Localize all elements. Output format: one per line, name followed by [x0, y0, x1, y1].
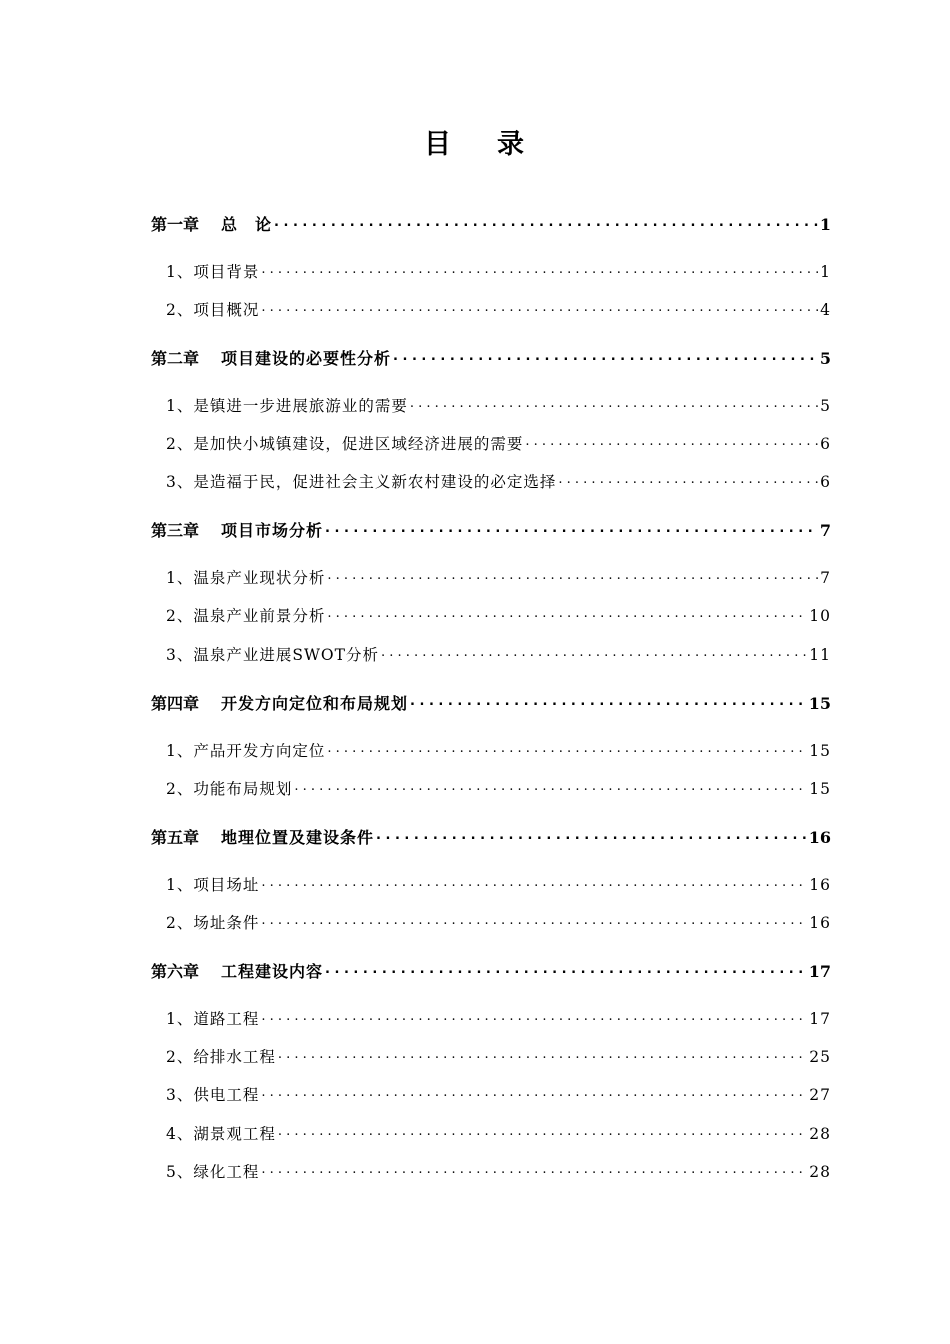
page-number: 15 [808, 694, 831, 713]
page-number: 7 [820, 569, 831, 587]
dot-leader [525, 434, 818, 450]
toc-section-entry[interactable] [166, 298, 831, 320]
dot-leader [393, 348, 818, 364]
page-number: 6 [820, 435, 831, 453]
toc-section-entry[interactable] [166, 1045, 831, 1067]
dot-leader [261, 1009, 807, 1025]
dot-leader [327, 741, 807, 757]
page-number: 16 [808, 828, 831, 847]
toc-section-entry[interactable] [166, 566, 831, 588]
page-number: 5 [820, 397, 831, 415]
chapter-title: 开发方向定位和布局规划 [221, 694, 409, 713]
page-number: 6 [820, 473, 831, 491]
section-title: 1、项目场址 [166, 876, 260, 894]
toc-section-entry[interactable] [166, 1160, 831, 1182]
dot-leader [261, 300, 818, 316]
page-number: 28 [809, 1125, 831, 1143]
page-number: 1 [820, 263, 831, 281]
toc-section-entry[interactable] [166, 260, 831, 282]
dot-leader [381, 645, 807, 661]
toc-chapter-entry[interactable] [151, 346, 831, 369]
section-title: 2、功能布局规划 [166, 780, 293, 798]
toc-section-entry[interactable] [166, 432, 831, 454]
page-number: 16 [809, 876, 831, 894]
toc-heading-char-1: 目 [424, 129, 453, 160]
chapter-number: 第六章 [151, 962, 200, 981]
section-title: 2、场址条件 [166, 914, 260, 932]
toc-heading [0, 122, 950, 161]
toc-chapter-entry[interactable] [151, 959, 831, 982]
toc-chapter-entry[interactable] [151, 691, 831, 714]
section-title: 3、供电工程 [166, 1086, 260, 1104]
section-title: 3、是造福于民，促进社会主义新农村建设的必定选择 [166, 473, 557, 491]
chapter-number: 第四章 [151, 694, 200, 713]
dot-leader [325, 961, 807, 977]
dot-leader [327, 606, 807, 622]
chapter-title: 工程建设内容 [221, 962, 324, 981]
page-number: 10 [809, 607, 831, 625]
dot-leader [261, 1162, 807, 1178]
section-title: 2、给排水工程 [166, 1048, 276, 1066]
page-number: 27 [809, 1086, 831, 1104]
toc-chapter-entry[interactable] [151, 212, 831, 235]
chapter-number: 第三章 [151, 521, 200, 540]
toc-heading-char-2: 录 [497, 129, 526, 160]
dot-leader [410, 396, 818, 412]
dot-leader [376, 827, 807, 843]
toc-section-entry[interactable] [166, 911, 831, 933]
toc-section-entry[interactable] [166, 394, 831, 416]
page-number: 25 [809, 1048, 831, 1066]
chapter-title: 项目建设的必要性分析 [221, 349, 392, 368]
section-title: 1、是镇进一步进展旅游业的需要 [166, 397, 408, 415]
toc-section-entry[interactable] [166, 1083, 831, 1105]
dot-leader [410, 693, 807, 709]
dot-leader [261, 1085, 807, 1101]
chapter-title: 地理位置及建设条件 [221, 828, 375, 847]
page-number: 17 [808, 962, 831, 981]
page-number: 1 [819, 215, 831, 234]
page-number: 15 [809, 742, 831, 760]
page-number: 5 [819, 349, 831, 368]
dot-leader [261, 875, 807, 891]
dot-leader [274, 214, 818, 230]
chapter-number: 第一章 [151, 215, 200, 234]
dot-leader [261, 262, 818, 278]
dot-leader [558, 472, 818, 488]
section-title: 2、项目概况 [166, 301, 260, 319]
page-number: 15 [809, 780, 831, 798]
page-number: 11 [809, 646, 831, 664]
toc-section-entry[interactable] [166, 1122, 831, 1144]
toc-chapter-entry[interactable] [151, 825, 831, 848]
toc-section-entry[interactable] [166, 604, 831, 626]
toc-section-entry[interactable] [166, 739, 831, 761]
section-title: 2、温泉产业前景分析 [166, 607, 326, 625]
toc-section-entry[interactable] [166, 470, 831, 492]
toc-section-entry[interactable] [166, 777, 831, 799]
dot-leader [327, 568, 818, 584]
section-title: 1、项目背景 [166, 263, 260, 281]
toc-section-entry[interactable] [166, 643, 831, 665]
toc-chapter-entry[interactable] [151, 518, 831, 541]
page-number: 4 [820, 301, 831, 319]
page-number: 17 [809, 1010, 831, 1028]
chapter-number: 第五章 [151, 828, 200, 847]
section-title: 3、温泉产业进展SWOT分析 [166, 646, 379, 664]
page-number: 16 [809, 914, 831, 932]
section-title: 1、产品开发方向定位 [166, 742, 326, 760]
chapter-title: 项目市场分析 [221, 521, 324, 540]
toc-section-entry[interactable] [166, 1007, 831, 1029]
dot-leader [278, 1047, 807, 1063]
dot-leader [278, 1124, 807, 1140]
page-number: 7 [819, 521, 831, 540]
section-title: 4、湖景观工程 [166, 1125, 276, 1143]
chapter-number: 第二章 [151, 349, 200, 368]
chapter-title: 总 论 [221, 215, 273, 234]
toc-section-entry[interactable] [166, 873, 831, 895]
dot-leader [261, 913, 807, 929]
dot-leader [325, 520, 818, 536]
section-title: 5、绿化工程 [166, 1163, 260, 1181]
section-title: 1、温泉产业现状分析 [166, 569, 326, 587]
page-number: 28 [809, 1163, 831, 1181]
section-title: 2、是加快小城镇建设，促进区域经济进展的需要 [166, 435, 524, 453]
dot-leader [294, 779, 807, 795]
section-title: 1、道路工程 [166, 1010, 260, 1028]
